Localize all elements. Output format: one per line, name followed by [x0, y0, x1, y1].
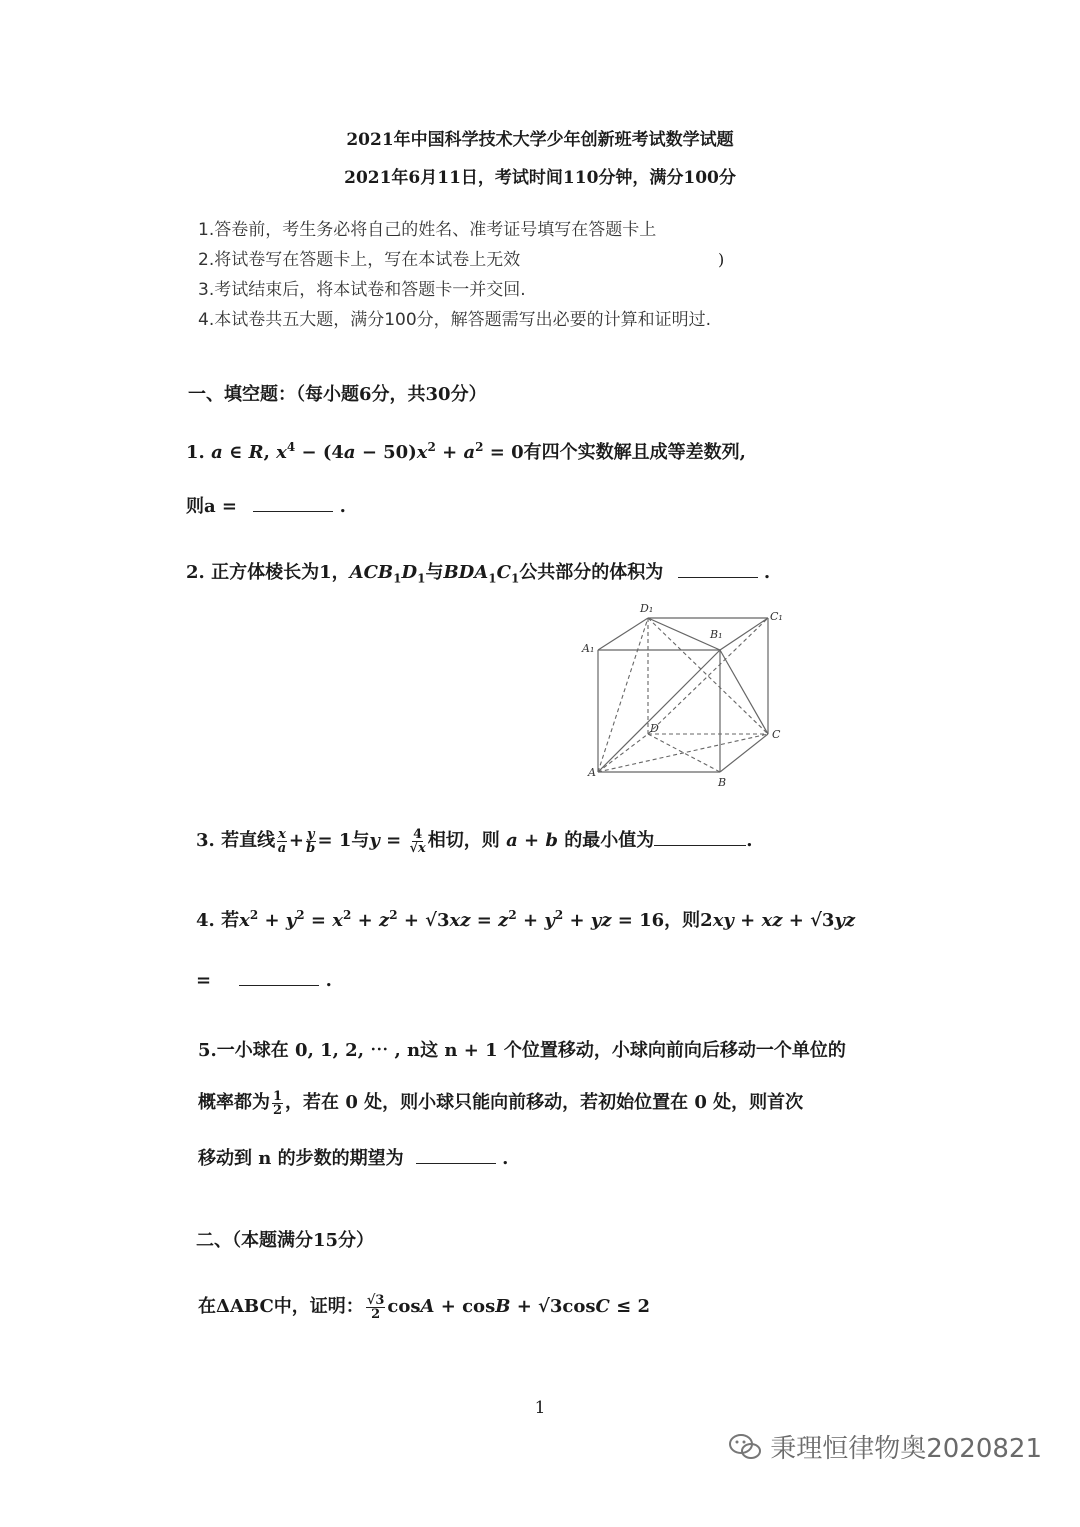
q4-number: 4.: [196, 910, 215, 931]
watermark-text: 秉理恒律物奥2020821: [770, 1434, 1042, 1464]
q3-formula: $\frac{x}{a}$ + $\frac{y}{b}$ = 1与y = $\frac{4}{√x}$ 相切，则 a + b 的最小值为: [277, 826, 655, 856]
edge-b1c1: [720, 618, 768, 650]
section2-problem: [198, 1292, 650, 1321]
q2-lead: 2.: [186, 562, 205, 583]
q4-formula: $x^2 + y^2 = x^2 + z^2 + √3xz = z^2 + y^2$ + yz = 16，则2xy + xz + √3yz: [239, 908, 856, 931]
question-5-line-3: 移动到 n 的步数的期望为 .: [198, 1148, 509, 1169]
edge-ad1: [598, 618, 648, 772]
edge-ad: [598, 734, 648, 772]
question-5-line-1: 5.一小球在 0, 1, 2, ⋯ , n这 n + 1 个位置移动，小球向前向后移动一个单位的: [198, 1040, 846, 1061]
q5-prob-text: 概率都为: [198, 1092, 270, 1113]
note-1: 1.答卷前，考生务必将自己的姓名、准考证号填写在答题卡上: [198, 220, 657, 240]
label-d1: D₁: [640, 602, 654, 615]
q2-answer-blank[interactable]: [678, 576, 758, 578]
q5-line2-rest: ，若在 0 处，则小球只能向前移动，若初始位置在 0 处，则首次: [285, 1092, 804, 1113]
label-c: C: [772, 728, 781, 741]
question-5-line-2: [198, 1088, 803, 1117]
note-3: 3.考试结束后，将本试卷和答题卡一并交回.: [198, 280, 526, 300]
page-number: 1: [534, 1398, 546, 1418]
section2-heading: 二、（本题满分15分）: [196, 1230, 375, 1251]
section1-heading: 一、填空题：（每小题6分，共30分）: [188, 384, 487, 405]
stray-mark: ): [718, 250, 725, 269]
q2-formula: $ACB_1D_1$与$BDA_1C_1$公共部分的体积为: [349, 562, 664, 586]
note-2: 2.将试卷写在答题卡上，写在本试卷上无效: [198, 250, 521, 270]
q1-formula: a ∈ R, $x^4 - (4a - 50)x^2 + a^2 = 0$有四个实数解且成等差数列,: [211, 440, 746, 463]
edge-a1d1: [598, 618, 648, 650]
q4-answer-blank[interactable]: [239, 984, 319, 986]
wechat-icon: [728, 1432, 762, 1462]
q1-continuation: 则a =: [186, 496, 238, 517]
question-4-answer-line: = .: [196, 970, 332, 991]
q3-number: 3.: [196, 830, 215, 851]
exam-subtitle: 2021年6月11日，考试时间110分钟，满分100分: [344, 168, 736, 188]
question-2: 2. 正方体棱长为1，$ACB_1D_1$与$BDA_1C_1$公共部分的体积为 .: [186, 562, 771, 586]
q2-text: 正方体棱长为1，: [211, 562, 350, 583]
question-1: [186, 438, 746, 464]
edge-ab1: [598, 650, 720, 772]
s2-problem-text: 在ΔABC中，证明：: [198, 1296, 364, 1317]
label-a1: A₁: [582, 642, 595, 655]
exam-title: 2021年中国科学技术大学少年创新班考试数学试题: [346, 130, 734, 150]
edge-db: [648, 734, 720, 772]
q5-expect-text: 移动到 n 的步数的期望为: [198, 1148, 404, 1169]
label-b: B: [718, 776, 727, 788]
q3-text: 若直线: [221, 830, 276, 851]
q1-number: 1.: [186, 442, 205, 463]
q4-text: 若: [221, 910, 240, 931]
question-4: [196, 906, 855, 932]
label-d: D: [650, 722, 659, 735]
note-4: 4.本试卷共五大题，满分100分，解答题需写出必要的计算和证明过.: [198, 310, 712, 330]
q5-fraction: $\frac{1}{2}$: [273, 1088, 283, 1118]
label-a: A: [588, 766, 596, 779]
question-1-answer-line: 则a = .: [186, 496, 346, 517]
cube-figure: [580, 598, 800, 788]
q5-answer-blank[interactable]: [416, 1162, 496, 1164]
label-b1: B₁: [710, 628, 723, 641]
q1-answer-blank[interactable]: [253, 510, 333, 512]
edge-b1c: [720, 650, 768, 734]
question-3: 3. 若直线 $\frac{x}{a}$ + $\frac{y}{b}$ = 1与y = $\frac{4}{√x}$ 相切，则 a + b 的最小值为 .: [196, 826, 753, 856]
s2-inequality: $\frac{√3}{2}$ cosA + cosB + √3cosC ≤ 2: [366, 1292, 650, 1322]
label-c1: C₁: [770, 610, 783, 623]
q3-answer-blank[interactable]: [654, 844, 746, 846]
watermark: [728, 1428, 1042, 1465]
